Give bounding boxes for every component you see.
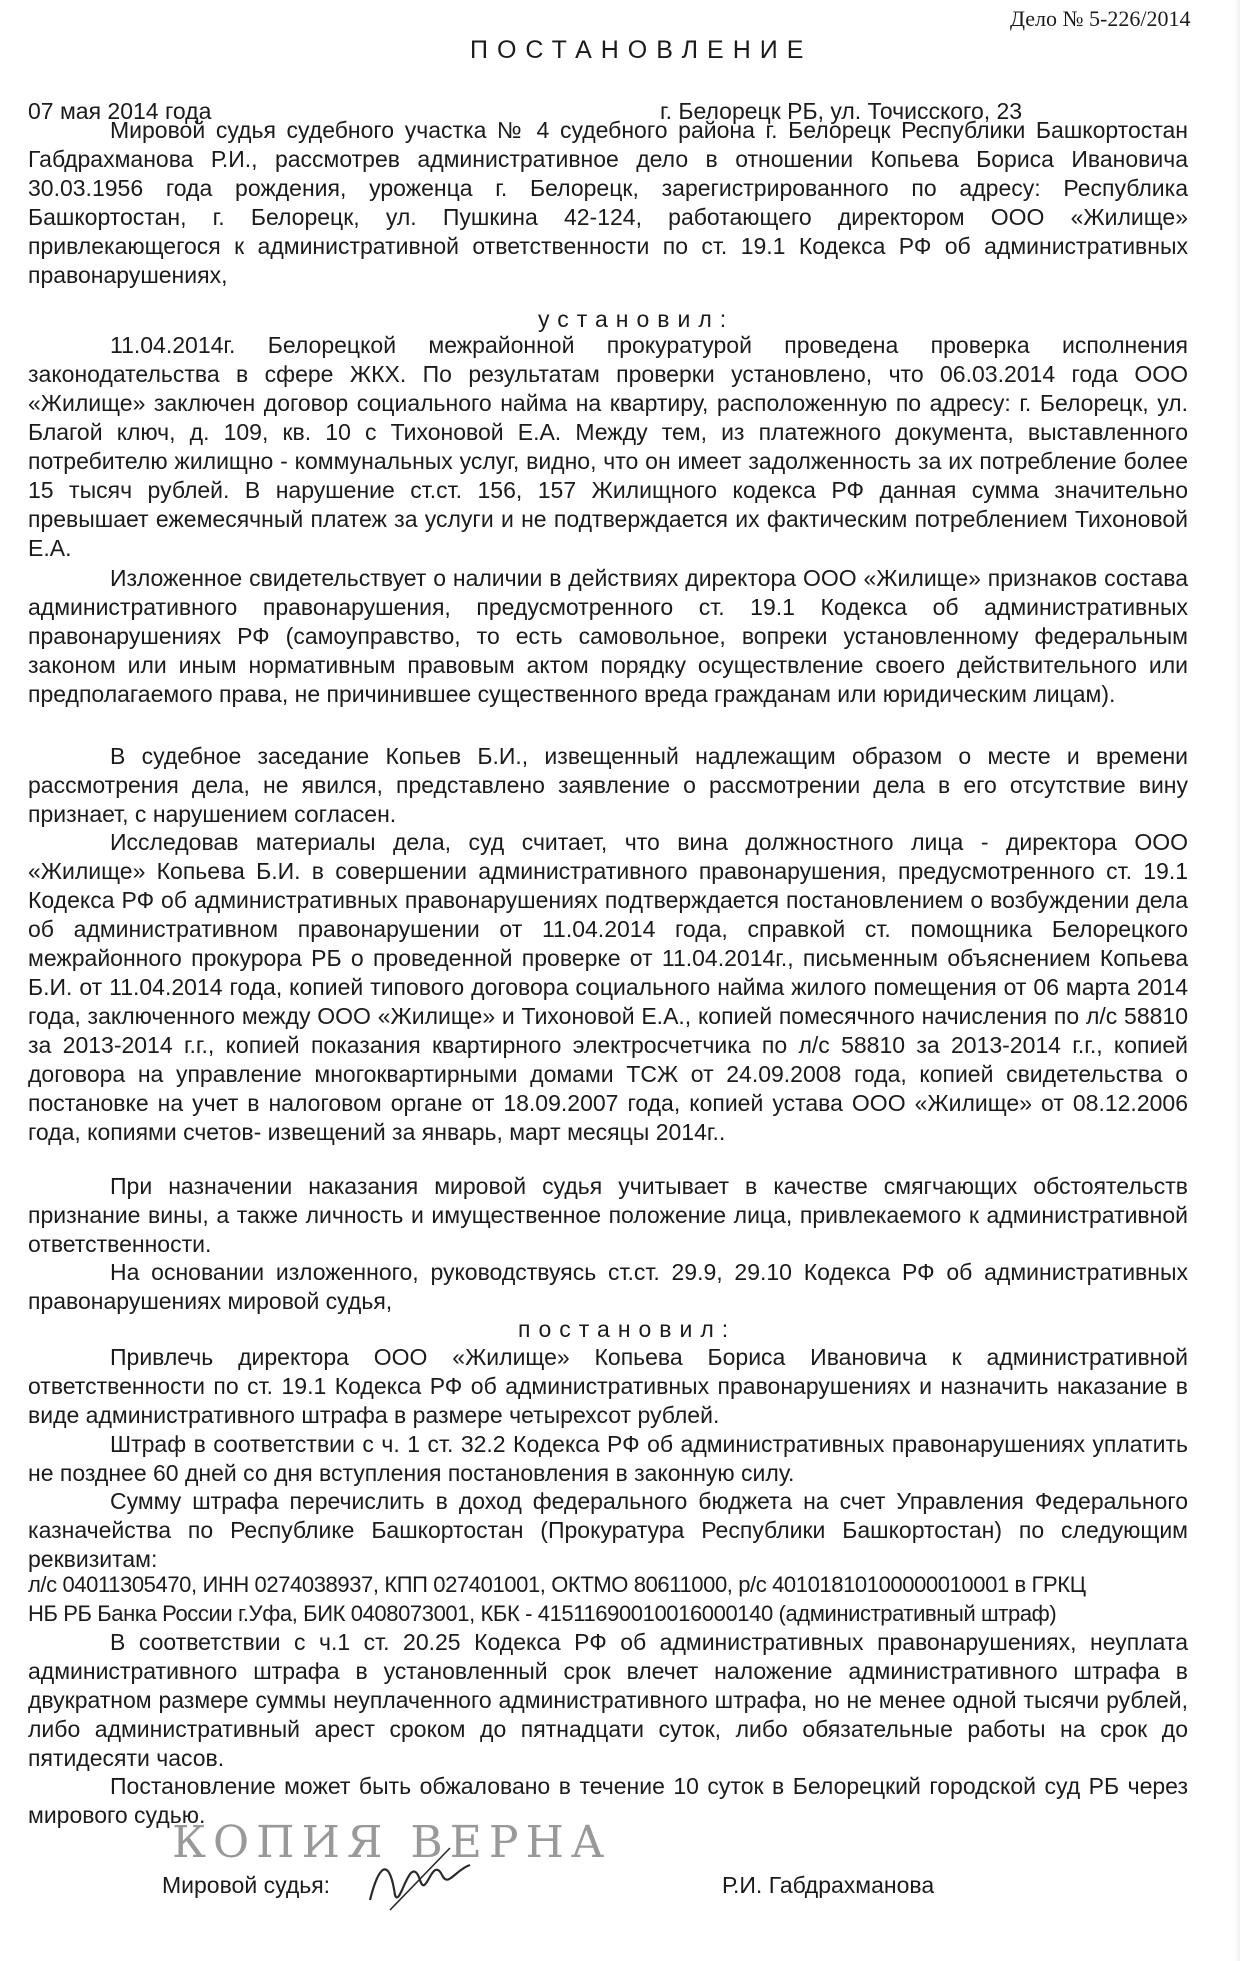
document-title: ПОСТАНОВЛЕНИЕ (470, 36, 813, 64)
scan-edge-shadow (1234, 0, 1240, 1961)
signature-label: Мировой судья: (162, 1872, 331, 1898)
established-paragraph-3: В судебное заседание Копьев Б.И., извещенный надлежащим образом о месте и времени рассмотрения дела, не явился, представлено заявление о рассмотрении дела в его отсутствие вину признает, с нарушением согласен. (28, 743, 1188, 827)
closing-paragraph-1: В соответствии с ч.1 ст. 20.25 Кодекса РФ об административных правонарушениях, неуплата административного штрафа в установленный срок влечет наложение административного штрафа в двукратном размере суммы неуплаченного административного штрафа, но не менее одной тысячи рублей, либо административный арест сроком до пятнадцати суток, либо обязательные работы на срок до пятидесяти часов. (28, 1629, 1188, 1771)
case-number: Дело № 5-226/2014 (1010, 6, 1191, 31)
document-date: 07 мая 2014 года (28, 98, 212, 124)
document-place: г. Белорецк РБ, ул. Точисского, 23 (660, 98, 1023, 124)
decided-paragraph-1: Привлечь директора ООО «Жилище» Копьева Бориса Ивановича к административной ответственности по ст. 19.1 Кодекса РФ об административных правонарушениях и назначить наказание в виде административного штрафа в размере четырехсот рублей. (28, 1344, 1188, 1428)
signature-mark (360, 1840, 480, 1920)
signature-name: Р.И. Габдрахманова (722, 1872, 935, 1898)
closing-paragraph-2: Постановление может быть обжаловано в течение 10 суток в Белорецкий городской суд РБ через мирового судью. (28, 1773, 1188, 1828)
established-paragraph-5: При назначении наказания мировой судья учитывает в качестве смягчающих обстоятельств признание вины, а также личность и имущественное положение лица, привлекаемого к административной ответственности. (28, 1173, 1188, 1257)
established-paragraph-6: На основании изложенного, руководствуясь ст.ст. 29.9, 29.10 Кодекса РФ об административных правонарушениях мировой судья, (28, 1259, 1188, 1314)
heading-established: установил: (538, 306, 735, 332)
established-paragraph-2: Изложенное свидетельствует о наличии в действиях директора ООО «Жилище» признаков состава административного правонарушения, предусмотренного ст. 19.1 Кодекса об административных правонарушениях РФ (самоуправство, то есть самовольное, вопреки установленному федеральным законом или иным нормативным правовым актом порядку осуществление своего действительного или предполагаемого права, не причинившее существенного вреда гражданам или юридическим лицам). (28, 565, 1188, 707)
decided-paragraph-3: Сумму штрафа перечислить в доход федерального бюджета на счет Управления Федерального казначейства по Республике Башкортостан (Прокуратура Республики Башкортостан) по следующим реквизитам: (28, 1488, 1188, 1572)
copy-certified-stamp: КОПИЯ ВЕРНА (172, 1817, 612, 1868)
requisites-line-1: л/с 04011305470, ИНН 0274038937, КПП 027401001, ОКТМО 80611000, р/с 40101810100000010001 в ГРКЦ (28, 1572, 1086, 1597)
established-paragraph-4: Исследовав материалы дела, суд считает, что вина должностного лица - директора ООО «Жилище» Копьева Б.И. в совершении административного правонарушения, предусмотренного ст. 19.1 Кодекса РФ об административных правонарушениях подтверждается постановлением о возбуждении дела об административном правонарушении от 11.04.2014 года, справкой ст. помощника Белорецкого межрайонного прокурора РБ о проведенной проверке от 11.04.2014г., письменным объяснением Копьева Б.И. от 11.04.2014 года, копией типового договора социального найма жилого помещения от 06 марта 2014 года, заключенного между ООО «Жилище» и Тихоновой Е.А., копией помесячного начисления по л/с 58810 за 2013-2014 г.г., копией показания квартирного электросчетчика по л/с 58810 за 2013-2014 г.г., копией договора на управление многоквартирными домами ТСЖ от 24.09.2008 года, копией свидетельства о постановке на учет в налоговом органе от 18.09.2007 года, копией устава ООО «Жилище» от 08.12.2006 года, копиями счетов- извещений за январь, март месяцы 2014г.. (28, 829, 1188, 1145)
decided-paragraph-2: Штраф в соответствии с ч. 1 ст. 32.2 Кодекса РФ об административных правонарушениях уплатить не позднее 60 дней со дня вступления постановления в законную силу. (28, 1431, 1188, 1486)
intro-paragraph: Мировой судья судебного участка № 4 судебного района г. Белорецк Республики Башкортостан Габдрахманова Р.И., рассмотрев административное дело в отношении Копьева Бориса Ивановича 30.03.1956 года рождения, уроженца г. Белорецк, зарегистрированного по адресу: Республика Башкортостан, г. Белорецк, ул. Пушкина 42-124, работающего директором ООО «Жилище» привлекающегося к административной ответственности по ст. 19.1 Кодекса РФ об административных правонарушениях, (28, 117, 1188, 288)
requisites-line-2: НБ РБ Банка России г.Уфа, БИК 0408073001, КБК - 41511690010016000140 (административный штраф) (28, 1601, 1057, 1626)
heading-decided: постановил: (518, 1316, 737, 1342)
established-paragraph-1: 11.04.2014г. Белорецкой межрайонной прокуратурой проведена проверка исполнения законодательства в сфере ЖКХ. По результатам проверки установлено, что 06.03.2014 года ООО «Жилище» заключен договор социального найма на квартиру, расположенную по адресу: г. Белорецк, ул. Благой ключ, д. 109, кв. 10 с Тихоновой Е.А. Между тем, из платежного документа, выставленного потребителю жилищно - коммунальных услуг, видно, что он имеет задолженность за их потребление более 15 тысяч рублей. В нарушение ст.ст. 156, 157 Жилищного кодекса РФ данная сумма значительно превышает ежемесячный платеж за услуги и не подтверждается их фактическим потреблением Тихоновой Е.А. (28, 332, 1188, 561)
